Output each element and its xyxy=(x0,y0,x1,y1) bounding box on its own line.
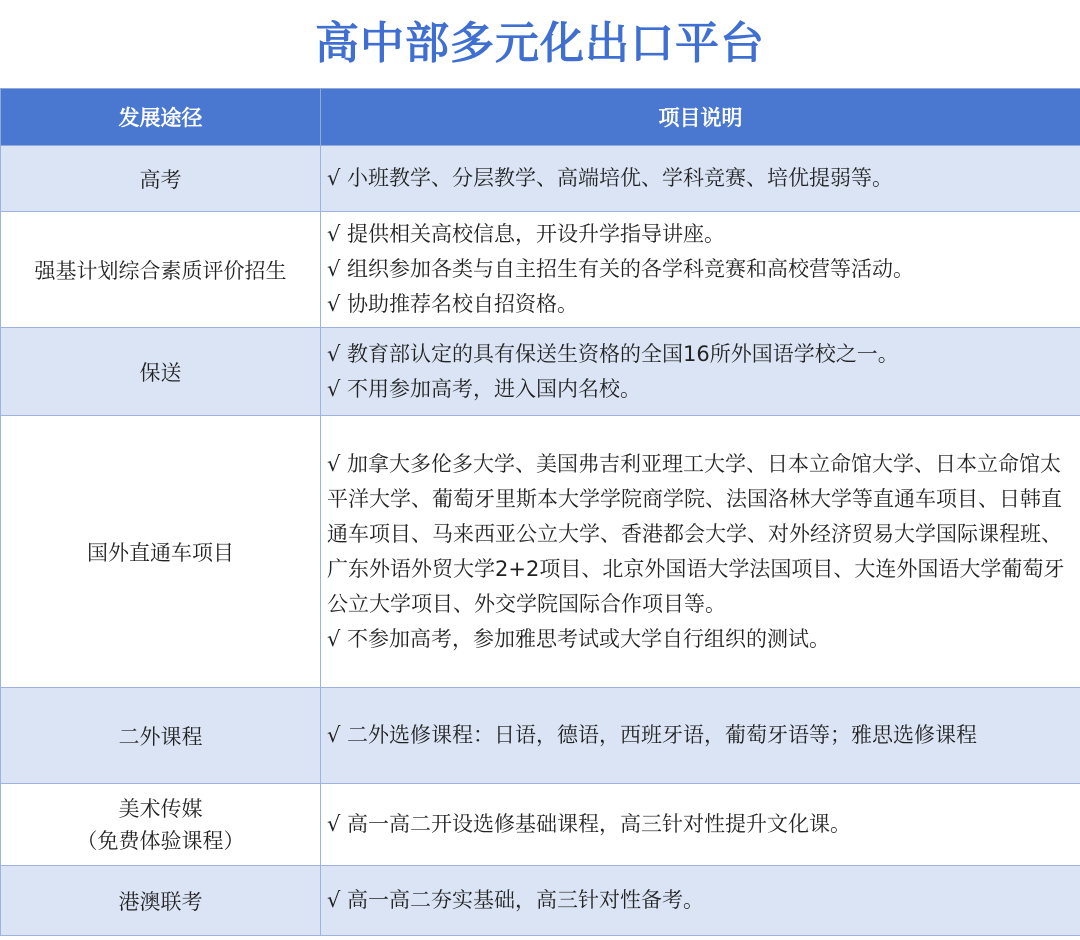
desc-line: √ 高一高二开设选修基础课程，高三针对性提升文化课。 xyxy=(327,812,852,836)
row-label-gaokao xyxy=(1,146,321,212)
table-row xyxy=(1,866,1080,936)
label-text: 高考 xyxy=(139,167,182,192)
label-text: 保送 xyxy=(139,360,182,385)
desc-line: √ 组织参加各类与自主招生有关的各学科竞赛和高校营等活动。 xyxy=(327,257,915,281)
desc-line: √ 高一高二夯实基础，高三针对性备考。 xyxy=(327,888,705,912)
desc-line: √ 小班教学、分层教学、高端培优、学科竞赛、培优提弱等。 xyxy=(327,166,894,190)
table-row xyxy=(1,688,1080,784)
table-row xyxy=(1,212,1080,328)
table-row xyxy=(1,416,1080,688)
label-text: 港澳联考 xyxy=(118,889,203,914)
row-label-overseas xyxy=(1,416,321,688)
row-label-strong-base xyxy=(1,212,321,328)
table-row xyxy=(1,784,1080,866)
header-description: 项目说明 xyxy=(321,89,1080,146)
label-subtext: （免费体验课程） xyxy=(76,828,245,853)
row-label-second-language xyxy=(1,688,321,784)
row-desc-strong-base xyxy=(321,212,1080,328)
pathway-table xyxy=(0,88,1080,936)
row-desc-second-language xyxy=(321,688,1080,784)
desc-line: √ 二外选修课程：日语，德语，西班牙语，葡萄牙语等；雅思选修课程 xyxy=(327,723,978,747)
row-desc-recommendation xyxy=(321,328,1080,416)
desc-line: √ 协助推荐名校自招资格。 xyxy=(327,292,579,316)
row-desc-hk-macau xyxy=(321,866,1080,936)
row-label-recommendation xyxy=(1,328,321,416)
desc-line: √ 教育部认定的具有保送生资格的全国16所外国语学校之一。 xyxy=(327,341,899,366)
row-desc-art-media xyxy=(321,784,1080,866)
table-header-row xyxy=(1,89,1080,146)
desc-line: √ 提供相关高校信息，开设升学指导讲座。 xyxy=(327,222,726,246)
label-text: 强基计划综合素质评价招生 xyxy=(34,258,287,283)
row-desc-gaokao xyxy=(321,146,1080,212)
desc-line: √ 加拿大多伦多大学、美国弗吉利亚理工大学、日本立命馆大学、日本立命馆太平洋大学、葡萄牙里斯本大学学院商学院、法国洛林大学等直通车项目、日韩直通车项目、马来西亚公立大学、香港都会大学、对外经济贸易大学国际课程班、广东外语外贸大学2+2项目、北京外国语大学法国项目、大连外国语大学葡萄牙公立大学项目、外交学院国际合作项目等。 xyxy=(327,451,1065,616)
label-text: 美术传媒 xyxy=(118,796,203,821)
page-title: 高中部多元化出口平台 xyxy=(315,18,765,69)
header-pathway: 发展途径 xyxy=(1,89,321,146)
label-text: 二外课程 xyxy=(118,724,203,749)
row-label-hk-macau xyxy=(1,866,321,936)
desc-line: √ 不参加高考，参加雅思考试或大学自行组织的测试。 xyxy=(327,626,831,651)
table-row xyxy=(1,146,1080,212)
row-label-art-media xyxy=(1,784,321,866)
desc-line: √ 不用参加高考，进入国内名校。 xyxy=(327,376,642,401)
table-row xyxy=(1,328,1080,416)
label-text: 国外直通车项目 xyxy=(87,540,234,565)
row-desc-overseas xyxy=(321,416,1080,688)
